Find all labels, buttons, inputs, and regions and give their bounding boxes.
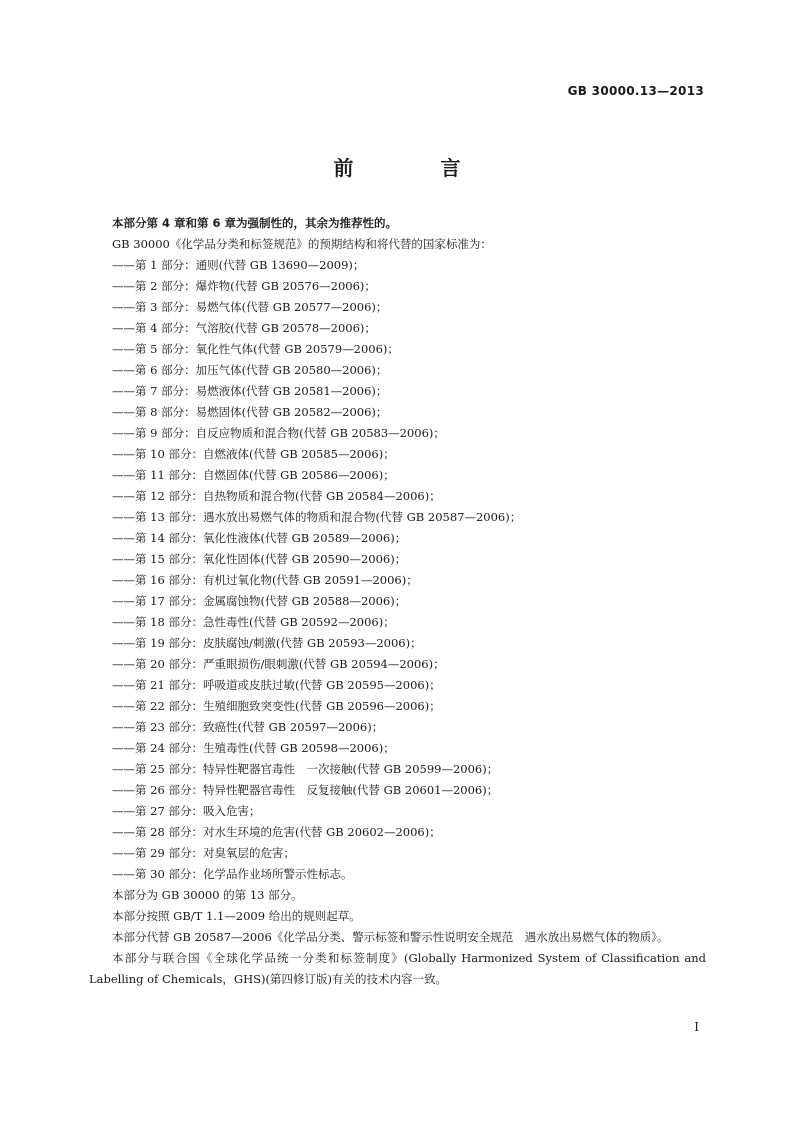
replaces-note: 本部分代替 GB 20587—2006《化学品分类、警示标签和警示性说明安全规范 遇水放出易燃气体的物质》。: [112, 930, 669, 944]
page-number: I: [694, 1020, 699, 1034]
standard-code: GB 30000.13—2013: [567, 84, 704, 98]
list-item: ——第 28 部分：对水生环境的危害(代替 GB 20602—2006)；: [112, 825, 441, 839]
list-item: ——第 3 部分：易燃气体(代替 GB 20577—2006)；: [112, 300, 388, 314]
list-item: ——第 4 部分：气溶胶(代替 GB 20578—2006)；: [112, 321, 376, 335]
parts-list: [89, 255, 706, 885]
list-item: ——第 6 部分：加压气体(代替 GB 20580—2006)；: [112, 363, 388, 377]
list-item: ——第 17 部分：金属腐蚀物(代替 GB 20588—2006)；: [112, 594, 407, 608]
list-item: ——第 24 部分：生殖毒性(代替 GB 20598—2006)；: [112, 741, 395, 755]
list-item: ——第 10 部分：自燃液体(代替 GB 20585—2006)；: [112, 447, 395, 461]
list-item: ——第 22 部分：生殖细胞致突变性(代替 GB 20596—2006)；: [112, 699, 441, 713]
list-item: ——第 21 部分：呼吸道或皮肤过敏(代替 GB 20595—2006)；: [112, 678, 441, 692]
list-item: ——第 23 部分：致癌性(代替 GB 20597—2006)；: [112, 720, 384, 734]
list-item: ——第 1 部分：通则(代替 GB 13690—2009)；: [112, 258, 365, 272]
list-item: ——第 7 部分：易燃液体(代替 GB 20581—2006)；: [112, 384, 388, 398]
consistency-note: 本部分与联合国《全球化学品统一分类和标签制度》(Globally Harmonized System of Classification and Labelling of Chemicals，GHS)(第四修订版)有关的技术内容一致。: [89, 951, 706, 986]
list-item: ——第 9 部分：自反应物质和混合物(代替 GB 20583—2006)；: [112, 426, 445, 440]
list-item: ——第 8 部分：易燃固体(代替 GB 20582—2006)；: [112, 405, 388, 419]
list-item: ——第 30 部分：化学品作业场所警示性标志。: [112, 867, 353, 881]
list-item: ——第 25 部分：特异性靶器官毒性 一次接触(代替 GB 20599—2006)；: [112, 762, 499, 776]
list-item: ——第 16 部分：有机过氧化物(代替 GB 20591—2006)；: [112, 573, 418, 587]
list-item: ——第 29 部分：对臭氧层的危害；: [112, 846, 295, 860]
drafting-rules-note: 本部分按照 GB/T 1.1—2009 给出的规则起草。: [112, 909, 361, 923]
list-item: ——第 15 部分：氧化性固体(代替 GB 20590—2006)；: [112, 552, 407, 566]
mandatory-note: 本部分第 4 章和第 6 章为强制性的，其余为推荐性的。: [112, 216, 398, 230]
list-item: ——第 5 部分：氧化性气体(代替 GB 20579—2006)；: [112, 342, 399, 356]
list-item: ——第 26 部分：特异性靶器官毒性 反复接触(代替 GB 20601—2006)；: [112, 783, 499, 797]
list-item: ——第 11 部分：自燃固体(代替 GB 20586—2006)；: [112, 468, 395, 482]
list-item: ——第 20 部分：严重眼损伤/眼刺激(代替 GB 20594—2006)；: [112, 657, 445, 671]
list-item: ——第 2 部分：爆炸物(代替 GB 20576—2006)；: [112, 279, 376, 293]
part-number-note: 本部分为 GB 30000 的第 13 部分。: [112, 888, 303, 902]
page-title: 前 言: [333, 156, 501, 180]
list-item: ——第 18 部分：急性毒性(代替 GB 20592—2006)；: [112, 615, 395, 629]
list-item: ——第 13 部分：遇水放出易燃气体的物质和混合物(代替 GB 20587—2006)；: [112, 510, 522, 524]
list-item: ——第 19 部分：皮肤腐蚀/刺激(代替 GB 20593—2006)；: [112, 636, 422, 650]
structure-intro: GB 30000《化学品分类和标签规范》的预期结构和将代替的国家标准为：: [112, 237, 492, 251]
list-item: ——第 14 部分：氧化性液体(代替 GB 20589—2006)；: [112, 531, 407, 545]
list-item: ——第 27 部分：吸入危害；: [112, 804, 261, 818]
document-body: [89, 213, 706, 990]
list-item: ——第 12 部分：自热物质和混合物(代替 GB 20584—2006)；: [112, 489, 441, 503]
